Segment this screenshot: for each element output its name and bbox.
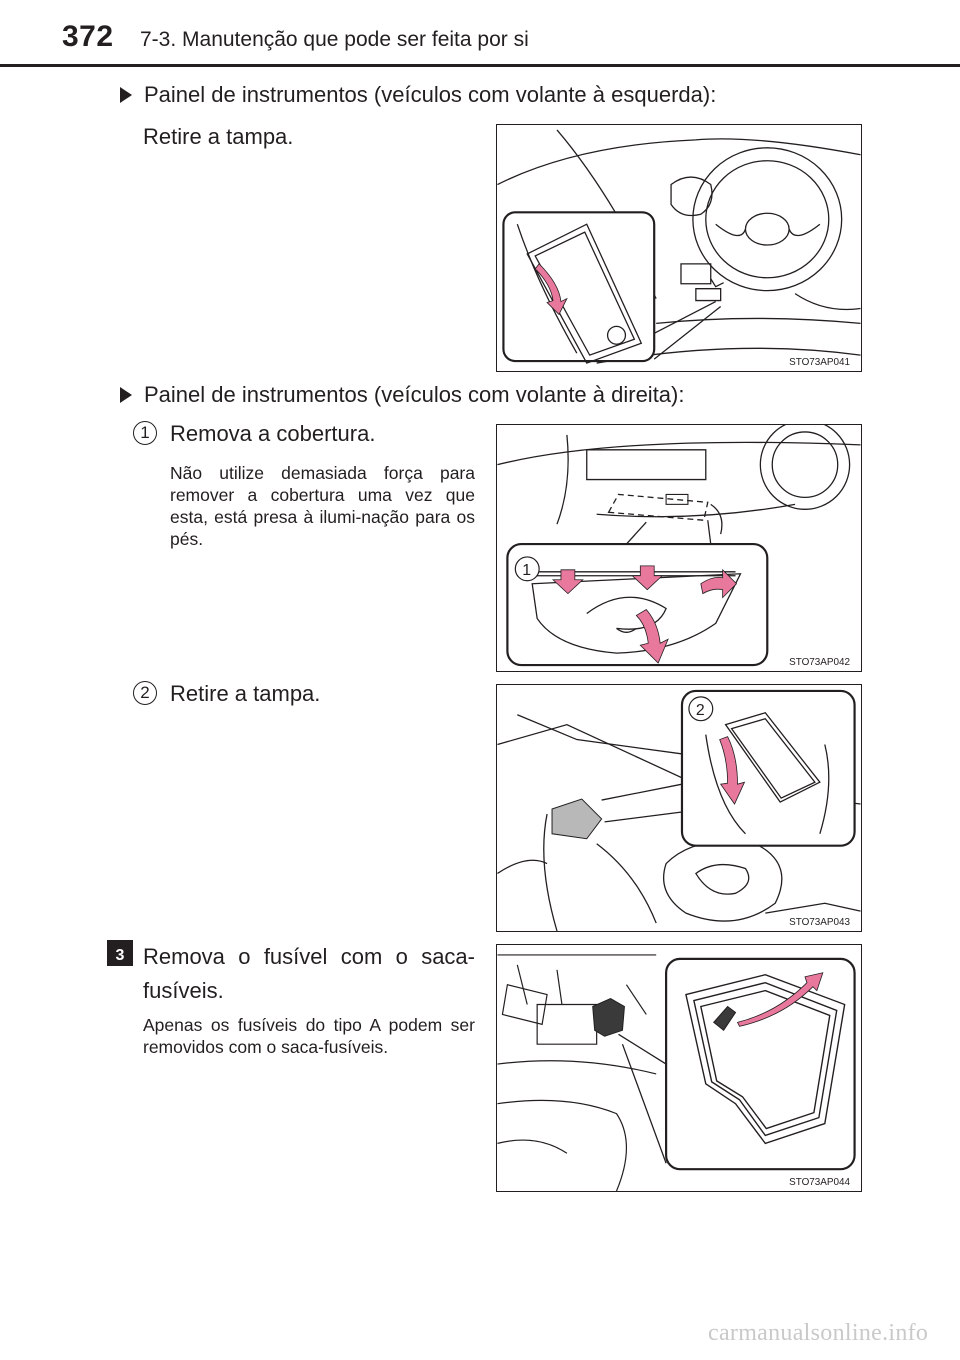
step-3-figure-code: STO73AP044 (789, 1177, 851, 1189)
step-1-callout: 1 (522, 561, 532, 579)
rhd-heading (120, 382, 684, 408)
step-1-instruction: Remova a cobertura. (170, 421, 376, 446)
step-2-callout: 2 (695, 701, 705, 719)
watermark: carmanualsonline.info (708, 1320, 929, 1346)
lhd-instruction: Retire a tampa. (143, 124, 294, 149)
step-1-note: Não utilize demasiada força para remover a cobertura uma vez que esta, está presa à ilumi-nação para os pés. (170, 463, 475, 549)
lhd-heading (120, 82, 716, 108)
figure-rhd-cover (496, 424, 862, 672)
figure-lhd-fuse-cover (496, 124, 862, 372)
step-1-figure-code: STO73AP042 (789, 657, 851, 669)
step-3-number: 3 (107, 940, 133, 966)
lhd-heading-text: Painel de instrumentos (veículos com volante à esquerda): (144, 82, 717, 107)
rhd-heading-text: Painel de instrumentos (veículos com volante à direita): (144, 382, 685, 407)
rhd-fuse-cover-illustration (497, 685, 861, 931)
fuse-puller-illustration (497, 945, 861, 1191)
figure-rhd-fuse-cover (496, 684, 862, 932)
page-number: 372 (62, 20, 114, 53)
rhd-cover-illustration (497, 425, 861, 671)
bullet-triangle-icon (120, 387, 132, 403)
lhd-dashboard-illustration (497, 125, 861, 371)
header-rule (0, 64, 960, 67)
lhd-figure-code: STO73AP041 (789, 357, 851, 369)
step-3-instruction: Remova o fusível com o saca-fusíveis. (143, 944, 475, 1003)
section-title: 7-3. Manutenção que pode ser feita por si (140, 28, 529, 51)
step-2-instruction: Retire a tampa. (170, 681, 321, 706)
step-1-number: 1 (133, 421, 157, 445)
step-3-note: Apenas os fusíveis do tipo A podem ser removidos com o saca-fusíveis. (143, 1015, 475, 1057)
figure-fuse-puller (496, 944, 862, 1192)
bullet-triangle-icon (120, 87, 132, 103)
step-2-figure-code: STO73AP043 (789, 917, 851, 929)
step-2-number: 2 (133, 681, 157, 705)
